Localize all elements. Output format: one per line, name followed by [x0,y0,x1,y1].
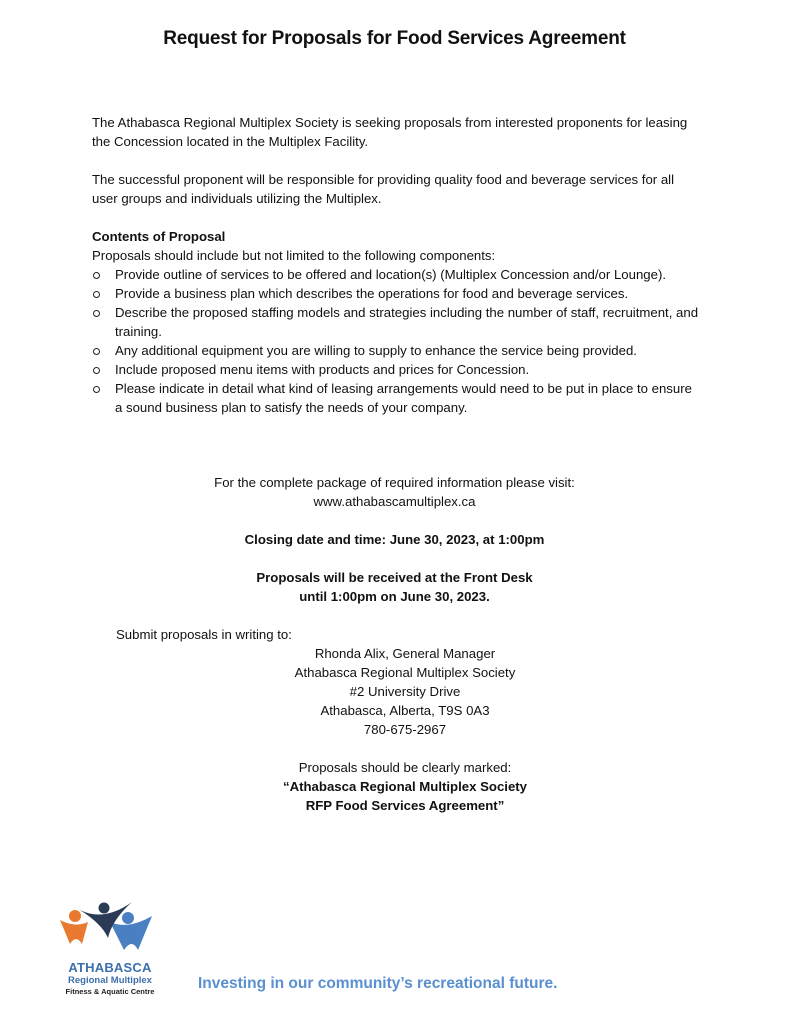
received-line-2: until 1:00pm on June 30, 2023. [299,589,490,604]
submit-lead: Submit proposals in writing to: [116,627,292,642]
received-section [0,568,789,606]
logo-text-athabasca: ATHABASCA [68,960,152,975]
figures-icon [52,898,168,960]
submit-address [200,644,610,739]
contact-phone: 780-675-2967 [363,722,447,737]
intro-text-1: The Athabasca Regional Multiplex Society is seeking proposals from interested proponents for leasing the Concession located in the Multiplex Facility. [92,115,688,149]
tagline: Investing in our community’s recreational future. [198,975,558,992]
list-item: Provide a business plan which describes the operations for food and beverage services. [92,284,702,303]
marking-lead: Proposals should be clearly marked: [298,760,512,775]
intro-text-2: The successful proponent will be responsible for providing quality food and beverage services for all user groups and individuals utilizing the Multiplex. [92,172,675,206]
intro-paragraph-1 [92,113,702,151]
intro-paragraph-2 [92,170,702,208]
athabasca-logo [52,898,168,1002]
contents-list [92,265,702,417]
contact-city: Athabasca, Alberta, T9S 0A3 [320,703,490,718]
page-title: Request for Proposals for Food Services Agreement [163,28,626,49]
info-line: For the complete package of required information please visit: [214,475,575,490]
contact-org: Athabasca Regional Multiplex Society [294,665,516,680]
list-item: Describe the proposed staffing models and strategies including the number of staff, recruitment, and training. [92,303,702,341]
contents-section [92,227,702,417]
marking-section [200,758,610,815]
logo-text-fitness: Fitness & Aquatic Centre [65,987,155,996]
contact-name: Rhonda Alix, General Manager [314,646,496,661]
info-section [0,473,789,511]
received-line-1: Proposals will be received at the Front Desk [256,570,533,585]
contents-heading: Contents of Proposal [92,229,226,244]
website-link[interactable]: www.athabascamultiplex.ca [313,494,476,509]
contents-lead: Proposals should include but not limited to the following components: [92,248,496,263]
list-item: Any additional equipment you are willing to supply to enhance the service being provided. [92,341,702,360]
list-item: Please indicate in detail what kind of leasing arrangements would need to be put in place to ensure a sound business plan to satisfy the needs of your company. [92,379,702,417]
list-item: Include proposed menu items with products and prices for Concession. [92,360,702,379]
contact-street: #2 University Drive [349,684,461,699]
marking-line-2: RFP Food Services Agreement” [305,798,505,813]
logo-text-regional: Regional Multiplex [68,975,152,986]
closing-date: Closing date and time: June 30, 2023, at 1:00pm [244,532,545,547]
marking-line-1: “Athabasca Regional Multiplex Society [282,779,528,794]
list-item: Provide outline of services to be offered and location(s) (Multiplex Concession and/or Lounge). [92,265,702,284]
